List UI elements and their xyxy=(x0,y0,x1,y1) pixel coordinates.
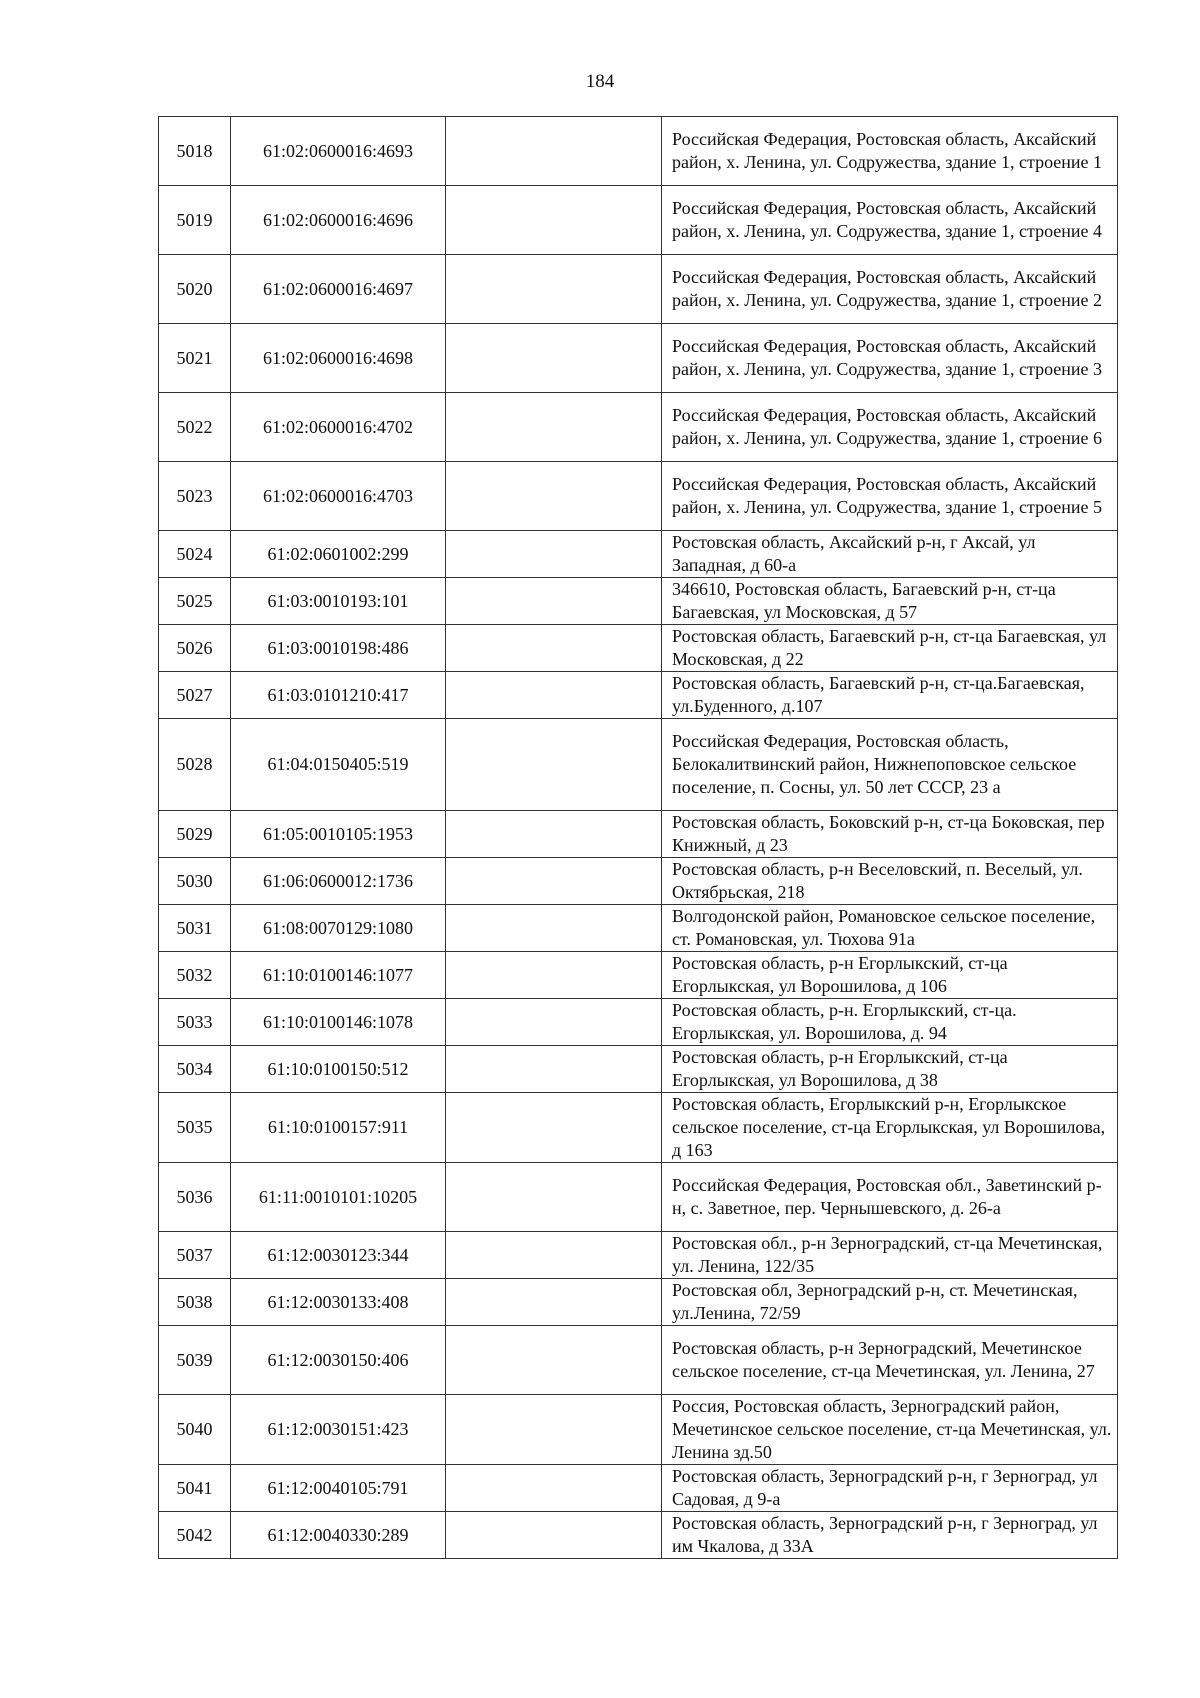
address-cell: Россия, Ростовская область, Зерноградский район, Мечетинское сельское поселение, ст-ца Мечетинская, ул. Ленина зд.50 xyxy=(662,1395,1118,1465)
row-number-cell: 5037 xyxy=(159,1232,231,1279)
empty-cell xyxy=(446,1465,662,1512)
empty-cell xyxy=(446,462,662,531)
row-number-cell: 5036 xyxy=(159,1163,231,1232)
empty-cell xyxy=(446,1279,662,1326)
table-row xyxy=(159,186,1118,255)
table-row xyxy=(159,531,1118,578)
row-number-cell: 5025 xyxy=(159,578,231,625)
cadastral-number-cell: 61:02:0600016:4693 xyxy=(231,117,446,186)
cadastral-number-cell: 61:10:0100157:911 xyxy=(231,1093,446,1163)
address-cell: Волгодонской район, Романовское сельское поселение, ст. Романовская, ул. Тюхова 91а xyxy=(662,905,1118,952)
row-number-cell: 5023 xyxy=(159,462,231,531)
empty-cell xyxy=(446,625,662,672)
address-cell: Ростовская область, р-н Егорлыкский, ст-ца Егорлыкская, ул Ворошилова, д 38 xyxy=(662,1046,1118,1093)
address-cell: Ростовская область, Багаевский р-н, ст-ца Багаевская, ул Московская, д 22 xyxy=(662,625,1118,672)
table-row xyxy=(159,999,1118,1046)
row-number-cell: 5032 xyxy=(159,952,231,999)
table-row xyxy=(159,1395,1118,1465)
address-cell: Российская Федерация, Ростовская область, Аксайский район, х. Ленина, ул. Содружества, здание 1, строение 1 xyxy=(662,117,1118,186)
table-row xyxy=(159,462,1118,531)
address-cell: Ростовская область, р-н Веселовский, п. Веселый, ул. Октябрьская, 218 xyxy=(662,858,1118,905)
page-number: 184 xyxy=(585,71,615,92)
row-number-cell: 5038 xyxy=(159,1279,231,1326)
row-number-cell: 5040 xyxy=(159,1395,231,1465)
row-number-cell: 5018 xyxy=(159,117,231,186)
cadastral-number-cell: 61:02:0601002:299 xyxy=(231,531,446,578)
row-number-cell: 5019 xyxy=(159,186,231,255)
registry-table-body xyxy=(159,117,1118,1559)
cadastral-number-cell: 61:10:0100146:1077 xyxy=(231,952,446,999)
table-row xyxy=(159,1465,1118,1512)
empty-cell xyxy=(446,578,662,625)
row-number-cell: 5021 xyxy=(159,324,231,393)
cadastral-number-cell: 61:12:0030151:423 xyxy=(231,1395,446,1465)
registry-table xyxy=(158,116,1118,1559)
row-number-cell: 5027 xyxy=(159,672,231,719)
row-number-cell: 5035 xyxy=(159,1093,231,1163)
address-cell: Российская Федерация, Ростовская область, Аксайский район, х. Ленина, ул. Содружества, здание 1, строение 3 xyxy=(662,324,1118,393)
cadastral-number-cell: 61:08:0070129:1080 xyxy=(231,905,446,952)
address-cell: 346610, Ростовская область, Багаевский р-н, ст-ца Багаевская, ул Московская, д 57 xyxy=(662,578,1118,625)
address-cell: Ростовская область, Егорлыкский р-н, Егорлыкское сельское поселение, ст-ца Егорлыкская, ул Ворошилова, д 163 xyxy=(662,1093,1118,1163)
table-row xyxy=(159,578,1118,625)
address-cell: Российская Федерация, Ростовская область, Аксайский район, х. Ленина, ул. Содружества, здание 1, строение 4 xyxy=(662,186,1118,255)
cadastral-number-cell: 61:12:0030150:406 xyxy=(231,1326,446,1395)
empty-cell xyxy=(446,255,662,324)
cadastral-number-cell: 61:02:0600016:4703 xyxy=(231,462,446,531)
cadastral-number-cell: 61:02:0600016:4697 xyxy=(231,255,446,324)
empty-cell xyxy=(446,393,662,462)
table-row xyxy=(159,719,1118,811)
row-number-cell: 5029 xyxy=(159,811,231,858)
cadastral-number-cell: 61:12:0030123:344 xyxy=(231,1232,446,1279)
empty-cell xyxy=(446,1093,662,1163)
empty-cell xyxy=(446,1046,662,1093)
row-number-cell: 5028 xyxy=(159,719,231,811)
row-number-cell: 5022 xyxy=(159,393,231,462)
address-cell: Ростовская область, Зерноградский р-н, г Зерноград, ул Садовая, д 9-а xyxy=(662,1465,1118,1512)
address-cell: Ростовская обл, Зерноградский р-н, ст. Мечетинская, ул.Ленина, 72/59 xyxy=(662,1279,1118,1326)
table-row xyxy=(159,324,1118,393)
empty-cell xyxy=(446,672,662,719)
cadastral-number-cell: 61:04:0150405:519 xyxy=(231,719,446,811)
address-cell: Ростовская область, р-н. Егорлыкский, ст-ца. Егорлыкская, ул. Ворошилова, д. 94 xyxy=(662,999,1118,1046)
cadastral-number-cell: 61:12:0040105:791 xyxy=(231,1465,446,1512)
cadastral-number-cell: 61:03:0010193:101 xyxy=(231,578,446,625)
address-cell: Российская Федерация, Ростовская область, Аксайский район, х. Ленина, ул. Содружества, здание 1, строение 6 xyxy=(662,393,1118,462)
cadastral-number-cell: 61:10:0100150:512 xyxy=(231,1046,446,1093)
cadastral-number-cell: 61:03:0101210:417 xyxy=(231,672,446,719)
address-cell: Российская Федерация, Ростовская обл., Заветинский р-н, с. Заветное, пер. Чернышевского, д. 26-а xyxy=(662,1163,1118,1232)
empty-cell xyxy=(446,186,662,255)
cadastral-number-cell: 61:02:0600016:4696 xyxy=(231,186,446,255)
row-number-cell: 5031 xyxy=(159,905,231,952)
table-row xyxy=(159,1163,1118,1232)
empty-cell xyxy=(446,531,662,578)
row-number-cell: 5039 xyxy=(159,1326,231,1395)
row-number-cell: 5041 xyxy=(159,1465,231,1512)
row-number-cell: 5034 xyxy=(159,1046,231,1093)
address-cell: Ростовская область, р-н Егорлыкский, ст-ца Егорлыкская, ул Ворошилова, д 106 xyxy=(662,952,1118,999)
empty-cell xyxy=(446,858,662,905)
empty-cell xyxy=(446,324,662,393)
table-row xyxy=(159,117,1118,186)
table-row xyxy=(159,1279,1118,1326)
empty-cell xyxy=(446,905,662,952)
table-row xyxy=(159,858,1118,905)
address-cell: Ростовская область, Боковский р-н, ст-ца Боковская, пер Книжный, д 23 xyxy=(662,811,1118,858)
row-number-cell: 5033 xyxy=(159,999,231,1046)
empty-cell xyxy=(446,719,662,811)
table-row xyxy=(159,1326,1118,1395)
cadastral-number-cell: 61:03:0010198:486 xyxy=(231,625,446,672)
empty-cell xyxy=(446,811,662,858)
address-cell: Ростовская область, Аксайский р-н, г Аксай, ул Западная, д 60-а xyxy=(662,531,1118,578)
row-number-cell: 5024 xyxy=(159,531,231,578)
table-row xyxy=(159,1512,1118,1559)
empty-cell xyxy=(446,1395,662,1465)
cadastral-number-cell: 61:02:0600016:4702 xyxy=(231,393,446,462)
address-cell: Ростовская область, Багаевский р-н, ст-ца.Багаевская, ул.Буденного, д.107 xyxy=(662,672,1118,719)
cadastral-number-cell: 61:10:0100146:1078 xyxy=(231,999,446,1046)
table-row xyxy=(159,1046,1118,1093)
empty-cell xyxy=(446,1326,662,1395)
empty-cell xyxy=(446,1512,662,1559)
empty-cell xyxy=(446,999,662,1046)
row-number-cell: 5030 xyxy=(159,858,231,905)
empty-cell xyxy=(446,1163,662,1232)
row-number-cell: 5042 xyxy=(159,1512,231,1559)
table-row xyxy=(159,393,1118,462)
table-row xyxy=(159,811,1118,858)
table-row xyxy=(159,625,1118,672)
cadastral-number-cell: 61:05:0010105:1953 xyxy=(231,811,446,858)
empty-cell xyxy=(446,117,662,186)
address-cell: Российская Федерация, Ростовская область, Аксайский район, х. Ленина, ул. Содружества, здание 1, строение 2 xyxy=(662,255,1118,324)
table-row xyxy=(159,255,1118,324)
address-cell: Ростовская область, Зерноградский р-н, г Зерноград, ул им Чкалова, д 33А xyxy=(662,1512,1118,1559)
cadastral-number-cell: 61:11:0010101:10205 xyxy=(231,1163,446,1232)
empty-cell xyxy=(446,1232,662,1279)
cadastral-number-cell: 61:12:0040330:289 xyxy=(231,1512,446,1559)
address-cell: Российская Федерация, Ростовская область, Белокалитвинский район, Нижнепоповское сельское поселение, п. Сосны, ул. 50 лет СССР, 23 а xyxy=(662,719,1118,811)
table-row xyxy=(159,1232,1118,1279)
empty-cell xyxy=(446,952,662,999)
cadastral-number-cell: 61:02:0600016:4698 xyxy=(231,324,446,393)
table-row xyxy=(159,672,1118,719)
row-number-cell: 5026 xyxy=(159,625,231,672)
address-cell: Ростовская обл., р-н Зерноградский, ст-ца Мечетинская, ул. Ленина, 122/35 xyxy=(662,1232,1118,1279)
row-number-cell: 5020 xyxy=(159,255,231,324)
address-cell: Российская Федерация, Ростовская область, Аксайский район, х. Ленина, ул. Содружества, здание 1, строение 5 xyxy=(662,462,1118,531)
table-row xyxy=(159,1093,1118,1163)
table-row xyxy=(159,952,1118,999)
cadastral-number-cell: 61:06:0600012:1736 xyxy=(231,858,446,905)
table-row xyxy=(159,905,1118,952)
address-cell: Ростовская область, р-н Зерноградский, Мечетинское сельское поселение, ст-ца Мечетинская, ул. Ленина, 27 xyxy=(662,1326,1118,1395)
cadastral-number-cell: 61:12:0030133:408 xyxy=(231,1279,446,1326)
